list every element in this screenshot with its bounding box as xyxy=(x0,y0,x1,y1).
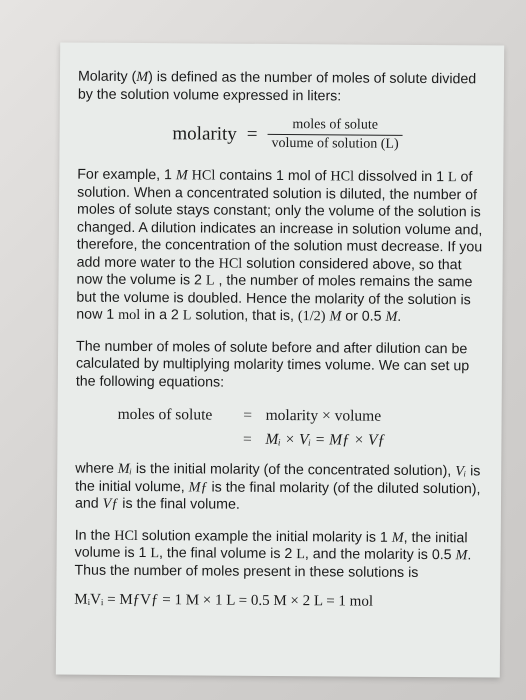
math-symbol: HCl xyxy=(114,527,138,544)
fraction-denominator: volume of solution (L) xyxy=(267,134,402,153)
equation-left: moles of solute xyxy=(117,405,213,424)
math-symbol: HCl xyxy=(191,167,216,184)
math-symbol: M xyxy=(175,167,188,184)
where-text: is the final molarity (of the diluted solution), and xyxy=(74,478,481,512)
equation-equals: = xyxy=(243,406,253,424)
example-text: contains 1 mol of xyxy=(215,167,331,185)
formula-fraction xyxy=(267,117,402,153)
math-symbol: Mᵢ xyxy=(117,460,132,477)
math-symbol: L xyxy=(296,546,305,563)
math-symbol: L xyxy=(150,545,160,562)
hcl-text: , the final volume is 2 xyxy=(158,545,297,563)
math-symbol: mol xyxy=(118,306,141,324)
equation-row xyxy=(118,403,486,430)
molarity-formula xyxy=(87,116,487,154)
example-text: . xyxy=(397,308,402,325)
example-text: of solution. When a concentrated solution is diluted, the number of moles of solute stays constant; only the volume of the solution is changed. A dilution indicates an increase in solution volume and, therefore, the concentration of the solution must decrease. If you add more water to the xyxy=(76,169,483,272)
where-text: is the initial volume, xyxy=(75,463,481,495)
example-text: For example, 1 xyxy=(77,166,176,184)
hcl-text: , and the molarity is 0.5 xyxy=(304,546,456,564)
hcl-text: . Thus the number of moles present in these solutions is xyxy=(74,547,472,581)
example-text: in a 2 xyxy=(140,307,183,324)
where-text: is the initial molarity (of the concentrated solution), xyxy=(131,460,456,480)
where-paragraph xyxy=(75,461,485,516)
textbook-card xyxy=(56,42,504,677)
example-text: dissolved in 1 xyxy=(354,168,449,186)
math-symbol: L xyxy=(447,169,457,186)
math-symbol: L xyxy=(205,272,215,289)
math-symbol: HCl xyxy=(218,255,243,272)
hcl-text: solution example the initial molarity is 1 xyxy=(137,527,392,546)
math-symbol: L xyxy=(182,307,192,324)
equation-right: molarity × volume xyxy=(265,406,382,425)
fraction-numerator: moles of solute xyxy=(292,117,379,133)
math-symbol: Vᵢ xyxy=(455,463,467,480)
card-content xyxy=(74,69,488,612)
math-symbol: (1/2) xyxy=(297,308,326,325)
math-symbol: M xyxy=(329,308,342,325)
example-paragraph xyxy=(76,167,487,327)
math-symbol: M xyxy=(455,547,468,564)
intro-paragraph xyxy=(78,69,488,107)
hcl-text: , the initial volume is 1 xyxy=(74,529,468,562)
equation-equals: = xyxy=(243,430,252,448)
example-text: solution considered above, so that now the volume is 2 xyxy=(76,255,462,289)
where-text: is the final volume. xyxy=(118,495,240,513)
example-text: solution, that is, xyxy=(191,307,298,325)
intro-text: Molarity ( xyxy=(77,68,137,85)
molarity-symbol: M xyxy=(136,68,149,86)
intro-text-rest: ) is defined as the number of moles of solute divided by the solution volume expressed in liters: xyxy=(77,69,477,104)
math-symbol: Mƒ xyxy=(188,478,208,495)
equation-right: Mᵢ × Vᵢ = Mƒ × Vƒ xyxy=(265,430,386,449)
math-symbol: HCl xyxy=(330,168,355,185)
where-text: where xyxy=(75,460,118,477)
math-symbol: M xyxy=(385,308,398,325)
moles-paragraph: The number of moles of solute before and after dilution can be calculated by multiplying molarity times volume. We can set up the following equations: xyxy=(75,338,470,391)
formula-lhs: molarity xyxy=(172,122,237,145)
final-equation: MᵢVᵢ = MƒVƒ = 1 M × 1 L = 0.5 M × 2 L = 1 mol xyxy=(74,591,374,610)
hcl-text: In the xyxy=(74,527,115,544)
example-text: or 0.5 xyxy=(341,308,386,325)
dilution-equations xyxy=(117,403,485,454)
hcl-paragraph xyxy=(74,527,484,582)
formula-equals: = xyxy=(246,123,258,145)
math-symbol: M xyxy=(391,529,404,546)
math-symbol: Vƒ xyxy=(102,495,119,512)
equation-row xyxy=(117,427,485,454)
example-text: , the number of moles remains the same but the volume is doubled. Hence the molarity of the solution is now 1 xyxy=(76,272,473,323)
